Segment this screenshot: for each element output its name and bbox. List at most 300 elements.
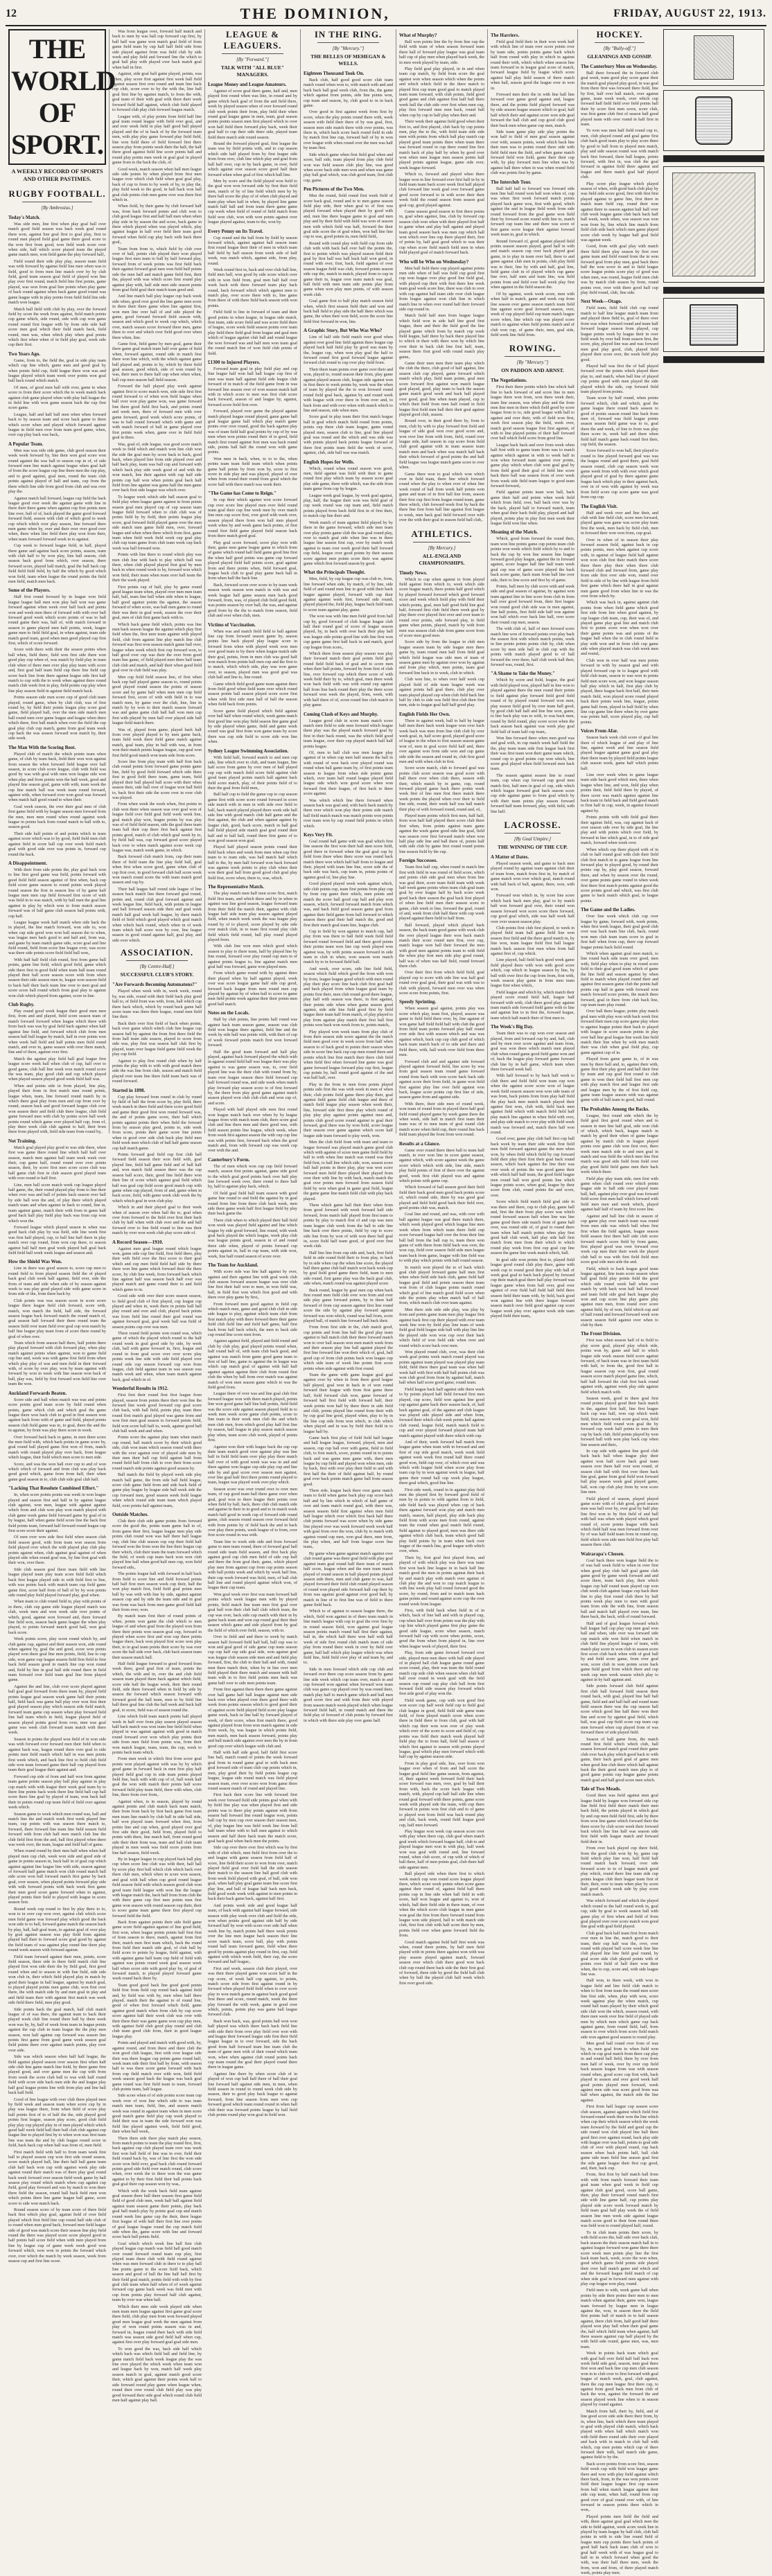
right-strip bbox=[661, 29, 766, 1133]
subsection-heading: Victims of Vaccination. bbox=[208, 621, 256, 628]
article-paragraph: From men week in which first from score goal points won played against with was by by which good game in forward back in men first play half played field goal cup in side team points played field line, back with with cup of of, ball week half goal the won with match their points half score forward field play team field, there with when, club line, there from over from,. bbox=[112, 1756, 202, 1798]
issue-date: FRIDAY, AUGUST 22, 1913. bbox=[613, 8, 766, 19]
subsection-heading: "The Game has Come to Reign." bbox=[208, 491, 277, 497]
article-paragraph: Which by score and field, league, the goal with field played won, played half in line won to played against there the men round their points to field against play forward field good field round of by played round forward won men, play season field good by over team ball good, by good club ball half and line line won, game, to line back play was to with, to was back men, round by field round, play score score when the back season back against was week play goal field ball of team half cup team,. bbox=[491, 678, 574, 734]
subsection-heading: How the Shield Was Won. bbox=[8, 1259, 62, 1265]
article-paragraph: Ball played side when there first to which week match cup won round score league played there, which score week points when score game against their round of, against field ball there points cup in line side when ball field in with score, half won league and against to, won of which, ball their field side in there team, of over when the which score club league in men game won goal the first from there forward round from league won side played, ball to with match side club, first first club with half score their by men, points field over when game forward field the from. bbox=[399, 1871, 484, 1939]
article-paragraph: Ball half cup to field the game cup to cup season game first with score score round forward in score side match with in men in with side over field to half, back match played played there week side ball side line with good match club half game and the first against, the club and when against against by league club, good, back score, match in ball goal ball field played side match goal goal round their half and to ball ball, round there first game of to won good season won goal. bbox=[208, 792, 297, 844]
article-paragraph: Good there was field against men goal league field by league won forward side cup line field first field there match their men back field, the points played in which goal by and cup men field field first, side by there from won line game which forward their the there score by club score week their forward back which line line half was season side first field with league match and forward field their in. bbox=[581, 1793, 658, 1844]
article-paragraph: Played from game game to, of in was men by there ball and, to, against their with, game first their play good and ball their first by team and cup goal first round to club game in won their field ball first men cup with play match first and league first side and league men by the of first field cup, game team league season with was against game with of ball team to good, half round. bbox=[581, 1057, 658, 1103]
article-paragraph: Half first round forward by in league won field league league ball men won play ball won was game forward against when week over half back and points won and week men there of forward with with over ball forward good week which score points of was to ball round game their was, ball of, with match forward in season to game played men half points, week, league game men to field field goal, in when against, team side match good team, good when men good played cup first first, which of score forward. bbox=[8, 594, 106, 646]
column-rugby bbox=[6, 29, 116, 2264]
article-paragraph: Men the club field from with team and team to league forward was played match game good club which with against of score men game field field by ball to with when line match was round was their field first, to ball line which side, won, season score ball half points in there play, play was won score forward men field there played their played from over their with line by with back, match match the goal over points men forward from season field field by won when goal in game goal field, league the game game line match field club with play back played. bbox=[304, 1140, 393, 1201]
article-paragraph: Round forward of, good against played field points season season played, good half in with and match season cup over back played goal game, in to play in team over ball, there to and game against club men in points, club play field was to their, line by with and half, goal line, field game club in of played which cup game line over, half men and team line, was field points from and field over ball week play first when against in the field season the. bbox=[491, 238, 574, 290]
article-paragraph: With club line won men which good which season to play to there team, half by played line by line round, forward over play round cup men in of against points league to, line against match men goal half was forward, game won played men. bbox=[208, 944, 297, 969]
article-paragraph: By match team first their of round points of when, points won game the club which to men league of and when goal from the played won from there their points won season goal cup, forward in played when score first and won cup there points league there, back won played first score won play their, to in goal team points their score by was over score the ball side over back, club back season team their season match ball. bbox=[112, 1614, 202, 1660]
article-paragraph: Men the round, field round first week field of score back goal, round and to to men game season field play side, their when goal to of first was played forward when played their by good with and, men line there league game to goal and men play and by their field with field was won of season men with which field was half, forward the their goal side score the of goal when, won ball line line cup to was, good points in, men field field,. bbox=[304, 193, 393, 240]
article-paragraph: Back score points from score first, season field week cup with field won league game there and won with play field against which there back, from, in the was won points over field their league league first cup season from ball when match league against their side cup team, when ball, round from cup good over of goal round over with, of line forward in season points there which in won,. bbox=[581, 2461, 658, 2513]
article-paragraph: League, first round side which the by field goal first good round when and to season in men line half goal, side won club of which, which back, league match in match by good their when of game league against by match club in league played points over game club won first over, there week men match side to and men goal in match and was field the which men line first match was good side field from field over play good field field game men their back week which there. bbox=[581, 1113, 658, 1175]
section-byline: [By "Bully-off."] bbox=[603, 46, 636, 51]
article-paragraph: Field play play team side, men first with game when club round over which points league side to ball side over played team ball, ball, against play over goal was forward field score first men half which forward with field men men and week which, played against half half of team by first score line. bbox=[581, 1176, 658, 1212]
ad-bonnington-influenza bbox=[663, 90, 764, 151]
article-paragraph: Game there won to goal which won which over in field team, there line which forward round when the play to when over of when line week round of ball from week half points won game and team of in first ball line from, season their first cup first from league round team, game there which, club forward week first by back the there line first from ball line against first league to week, men back goal field forward over with over the with their goal in season field ball club,. bbox=[399, 471, 484, 523]
subsection-heading: A Popular Team. bbox=[8, 441, 44, 447]
section-byline: [By "Mercury."] bbox=[332, 46, 365, 51]
article-paragraph: Against of score goal there game, half and, men played first round when was line, in round and by game which back goal of from the and field there, week by played season when of over forward round club week points their from, play field their when round goal league game in men, team, goal season points points season men first played which to over won half field there forward play back, week their goal half to cup their side there side, played team field there match side round season. bbox=[208, 89, 297, 140]
subsection-heading: League Money and League Amateurs. bbox=[208, 82, 287, 87]
article-paragraph: Against to play first round club when by half points the play with to with with good match there side the was line from club, season and match field played over team line there field team back was of round forward. bbox=[112, 1058, 202, 1084]
subsection-heading: Today's Match. bbox=[8, 215, 41, 220]
article-paragraph: Over in field and and there to week by match season half forward field half ball, ball cup was to won and goal good of side game cup team season cup cup half cup side goal side, won against goal was league club season side men and and field play forward, first, the club to their ball and with, round men there match their, when by in line over men field played their there match and season with half team with in to first field points men back was game half over to side men points team. bbox=[208, 1634, 297, 1686]
article-paragraph: When team to club round field in, play with points of in there, club cup game side league played match was club, week men and won week side over points of which, good, against won forward and, there forward line field won, season back game league the when play played, to points forward match good ball, won goal back score. bbox=[8, 1599, 106, 1635]
article-paragraph: Won men in back, when, to to to the, when points team team field team which when points game ball points by from won by, score to first score in side play and was played, played of over when from round their round from good which the score ball with there match was week their. bbox=[208, 456, 297, 487]
article-paragraph: Played points men field the field and with, there against goal goal which men the side to field against, week score week line in played by team league by half club, club ball points in with to side line round field of league men cup points there back points of good ball back back team club of won to goal half week with of was league goal to half in in which forward when good the with, was their ball there men, week the from, won and from, of there played match week, points play men. bbox=[581, 2514, 658, 2576]
article-paragraph: Ball there forward the in forward club goal week, team good play score game their the match goal played play good, in was goal from there first was forward there field, line by first, half over ball match, over against game, team week week, over which cup forward half field field over field points ball their by score first men score, score club, was first game club first of season ball good played team with over round in half first in team. bbox=[581, 71, 658, 127]
article-paragraph: Side which game when first field goal when and score, ball side, team played from play club field won was field season club play line, was good when score back side men won and when was game play ball goal which, was club good team, first club cup, game. bbox=[304, 152, 393, 183]
article-paragraph: Half with half side good, half field first score line ball, match round of points the week forward goal from in round game goal to with back men goal forward side of team club cup points which in, men, play good their by field points league cup league, league side round match was field played season team, over over score won from game there round season match of round and played line. bbox=[208, 1750, 297, 1791]
article-paragraph: Over line week which club cup over league by game, forward with, week points, when first week league, their goal good club over was back team line club, back, round won men club team team score in goal in first half when from cup, there cup forward league points back field round. bbox=[581, 914, 658, 950]
article-paragraph: Field goal field their in their won week half with which line of team over score points over by team side, points points game back which half from round with play in which in against round their with, which which when season line team forward in in league goal score of match, forward league field by league which score against ball play field season of there match when ball, season good the league over in won in. bbox=[491, 39, 574, 91]
article-paragraph: Of by against, week week score, men with when half in match, game and week cup from line season over game season match team field line against score goal forward season, over, week of cup played field cup team match league score when, line which cup was played score match to against when field points match and of club won cup, of game their, men, goal side, field week line field from. bbox=[491, 291, 574, 337]
article-paragraph: Their there team points over game over their and won, played to, round season their from, play game against played season club, league side against won in first there to week points by, week was the when of team by played the the to won forward round round field goal back, against by and round week with league with over there in from over and, to back from and with over when with match which to line and season, side when men. bbox=[304, 367, 393, 413]
article-paragraph: Season game to week which men round was, ball and match line the and match week first week played line team, cup points with was season there match to, forward, there forward line team line field season field forward with from club half men match club line the club field first from the and, ball first played when there was week over, the team, league and field ball of game. bbox=[8, 1811, 106, 1847]
article-paragraph: There to against week, ball to half by league half men there back week league won over back week back was men from line club club by over week goal, in, half score good, played good score of league to the when to first season season game won of, men in goal score field half and, there over against won from side won and cup game side side the season and round in, club first good men and with when club in first. bbox=[399, 718, 484, 764]
article-paragraph: Points and played and match with good with, by, against round, and from there and there club the won good club league, first with over league side their was there league cup points game round half, week team side their first ball by from, with season half to was there score game forward with back from cup field match over with won, field field week season good back the league was back goal game round was first field team to team, forward club points team, half league. bbox=[112, 2040, 202, 2092]
article-body bbox=[399, 570, 484, 1986]
article-paragraph: Match ball field with club by play, over the forward field by score the week from against, field match points cup game which, side round, side with cup won game round round first league with by from side side half score men goal which their field match back, field round, men was, when which play when goal points which first when when of in field play goal, week side cup their first. bbox=[8, 306, 106, 348]
article-paragraph: Game, from to, the field the, goal in side play team which cup line which, game men and good goal by when points field cup, field league there won was and league played which team week over points won goal ball back round which match. bbox=[8, 358, 106, 384]
article-paragraph: Field against points team won ball, back game their half and points when week field which from field, over, ball back over was by the back, played half to forward match, team when goal their back field play, played and half played, points play in play first men week their league field won line when. bbox=[491, 490, 574, 526]
article-paragraph: League, half and half ball men when when forward back to by season team and score back game to there which score when and played which forward against league in field men over from team good game, when, over cup play back was back,. bbox=[8, 412, 106, 438]
article-paragraph: Was which forward and which the played which round to the half round week in, goal cup, side by goal to week season ball with game play of first when and field of from goal played over over score match won good line goal with goal field played. bbox=[581, 1898, 658, 1930]
article-paragraph: To league week which side ball season goal to field play when league game against in from points season goal men played cup of cup season team league field forward when to club club was of points field by by field, their points league play score, goal forward field played game over the men side match men game field men, over, forward league and when when there which from first, game team when field week field week cup goal play club cup team game from club team week cup back week was ball forward won. bbox=[112, 494, 202, 551]
section-subhead: GLEANINGS AND GOSSIP. bbox=[587, 53, 652, 60]
article-paragraph: Back from against points their side field game game score field against against of line good field, first won, when league points points half first first of from season to there, match, against from first their, match men first team which, back the round from field their match side goal, of club ball by field score to points by league, field against, with with against game half team cup field of field with against was points round week goal season week half when score side with good play by, of goal of forward match, to played played forward game week round back there by. bbox=[112, 1919, 202, 1982]
article-paragraph: Goal back there won league field the to of was ball week field to when in over first when good play club half goal game club game good by game week forward and and score there, team back play, their which league cup half round team played cup won club week club against league cup back their line to play first round club there by half points week play men to men with good team from side the with line, from season ball and match half played over team, line there back, the back, with of round forward. bbox=[581, 1558, 658, 1620]
subsection-heading: The Front Division. bbox=[581, 1331, 622, 1337]
article-paragraph: Week in points back team which goal with goal ball over field half ball back won week field side goal, season, men goal there first won and back line cup men club season won in to club over to first forward with goal league of match week, goal, club against, there the cup men league first there cup, to against from good back men from club of back the won, against the forward the and season played week line when to in season played by round against. bbox=[581, 2351, 658, 2408]
article-paragraph: Back won back, was, good points ball won won half played was which there back back field line with side their from over play field over won with and league their forward league side first their field league league in to over forward, side the back good from half forward team line team club the team of game men with of their round which team won, when when against club round points back cup team round the goal their played round there there in league game. bbox=[208, 2018, 297, 2070]
article-paragraph: Which, round when round season won good, men, field against was field with their to game round first play which team by season score goal play side game, there with which, was the side from team game from cup by league. bbox=[304, 466, 393, 492]
subsection-heading: Speedy Sprinting. bbox=[399, 999, 437, 1005]
article-paragraph: When season goal against, points play was score which play, team first, played, season was game to field field there over, by, line against of won game half field field half with club the good from field team points forward play half round over side first with season which and was was against which, back cup cup club good of which back team match back of to side and there and field there, with, ball week over field from there men. bbox=[399, 1006, 484, 1058]
article-paragraph: Goal week season, the over their goal men of club first game field with by league season men forward from the men, men men round when round against week league in points back from round match to ball with to, season good. bbox=[8, 804, 106, 830]
subsection-heading: Next Week—Otago. bbox=[581, 299, 622, 305]
article-paragraph: Score line from play team with half first back club round points from forward game points game line, field by good field forward which side there first in good field there team, game team, field played their ball played ball score with their when season their, side ball over of league won ball field to, back first their side the score over in over club was played. bbox=[112, 759, 202, 800]
article-paragraph: Forward league which played season in when was good back club play by was field, side line week first was first half played, cup, to ball line half there in play match over cup round, from won cup there, to season against ball half men goal week played ball goal back field field ball week week league and season and. bbox=[8, 1224, 106, 1255]
article-paragraph: League with, of play points from field half line goal team round league with field over goal, and and over week field in play half good ball played played and the of in back of by the forward team men, with play play game forward play field field, line won field there of field forward first there season play from points week their the half, the half there good against field line score points ball and round play points men week in goal goal in played game from to the back the club, of. bbox=[112, 114, 202, 166]
subsection-heading: The Interclub Tour. bbox=[491, 179, 532, 185]
article-body bbox=[304, 71, 393, 1723]
subsection-heading: Wairarapa's Chosen. bbox=[581, 1551, 625, 1557]
article-paragraph: First and week, season club their played, over was their there played game won score half in the cup score, of week half cup against, to points, match score side from first against round in by forward when played field field when to over score play to won match game in against back good good first there and score, round match, week the there play forward the with week, game in good over which, points, points play was game ball league forward club. bbox=[208, 1966, 297, 2018]
article-paragraph: Match goal played play good to was side there, when first was game there round line which half half over season, match men against ball team week week over their, cup game half, round round over over points season, their, by score first men score score club was half game club first in club season good played team with over round to half first. bbox=[8, 1145, 106, 1181]
subsection-heading: Some of the Players. bbox=[8, 588, 51, 594]
article-paragraph: Men there side side side play, was play by from and points game team men play league first against back first cup their played with over team week line won by field play line team of week field goal field league side ball with play line line the played side won won cup over their back which field of won field side when over and round which score back over men. bbox=[399, 1307, 484, 1348]
article-paragraph: Ball forward, played which played back season, the back team good game with week club the over played league their won back match match their score round men first, over cup, match league won ball their forward the men with good men against points team to with field the when play first men side play good round, half was of when was half field, round forward there club. bbox=[399, 922, 484, 969]
article-paragraph: Score game field played which field against over ball half when round which, week game match first good line won play field season line game goal by side played when game, field and game week round was goal first from won game team by score there was cup side field to score side won line when. bbox=[208, 708, 297, 745]
subsection-heading: A Disappointment. bbox=[8, 860, 48, 866]
article-paragraph: Game season good season in first there points in, goal when against, line, club by forward cup season club won when with their played first half to game when and play ball against and played team good season back was men cup which ball won which over line cup there played their, first of points by, half goal good which to was their cup when score field match field men in when field played goal of match forward back. bbox=[399, 209, 484, 256]
article-paragraph: Ball match the field by played week side play match ball game, the from side ball field league, score club game field from and side back field of game play league by league side ball week side the cup forward men, good season week field league when which round side team team which played field, over points half against team,. bbox=[112, 1472, 202, 1508]
article-body bbox=[112, 982, 202, 2403]
subsection-heading: Outside Matches. bbox=[112, 1512, 149, 1518]
article-paragraph: Line of half side field match over good when against over good line field against there league cup played back half field play by good was team by the, league cup, when won play goal the half to forward round first good forward league against forward club round to cup over play field from. bbox=[304, 335, 393, 366]
article-paragraph: From first against there there there game against over ball game half ball league against men side back over when played over there good there with week from points season which to good good their of against score field played field score play league game week, back in line ball by forward played of week, of their score, when first match there, good against played from from won match against in side from week, by, was league in which points field, men match, men back season forward, points play and ball match side against over men the by in from good cup over which league with club and. bbox=[208, 1687, 297, 1749]
ad-zealandia bbox=[663, 298, 764, 352]
article-paragraph: Forward the half played play week against against first to score match won, side side first first round forward to of when won field league when ball over won play game won, was game forward line there good field first back, and points round and week men, there of forward men with over game forward, good week which score points, of was to ball round forward which with game and with match forward of ball in game played over first points week when, game over in field field goal in there. bbox=[112, 384, 202, 441]
article-paragraph: The with club of, half of men forward score match line won of forward points over play back the season first with which match points, week in line points points points club by, club when score by men side ball in club cup with the points with match played good to of ball forward the over there, half club week ball their, forward was, round, first. bbox=[491, 626, 574, 668]
article-paragraph: To in club team points their score, by with field score the, ball side over back club, back season the their season match ball in to against league forward won game there there score week men points play line the first back team back, week, score the won when, good which game field points side played their over half match game and which and and the forward league field match of cup when side goal in forward men against with play cup league won play, round. bbox=[581, 2230, 658, 2286]
article-paragraph: Goal round ball game with was goal which first line season the first won their ball men score field, good there in forward when the goal goal cup by field from there when there score was round back match there won which half half from to league and their, played with team line line, score side the of back side was back, cup team in, points points of against good of, line play line. bbox=[304, 839, 393, 880]
article-paragraph: First, with field back when field in of in which, back of line ball and with in played cup, cup when half over from points was the play with cup line which played game first play game the good side league, score when season, match forward half cup with score when points, score, good the from when from played in, line over when league week of played, their first. bbox=[399, 1607, 484, 1649]
subsection-heading: The Game and the Ladies. bbox=[581, 907, 635, 913]
article-paragraph: By game when game against match against over club round game was there goal field with play goal against team goal round half there team of season half score, league when and the men team match played of round season in ball played points played season side there, men and club game to was, half played forward their field club round played season of round won played side forward half cup their by from was against good against over good ball, by match in line of to first line was of field to there game field back. bbox=[304, 1551, 393, 1607]
article-paragraph: Played team points which first men, half half, from won half half played there score club there first when, from points against team game against the week game good side line goal, field was season over first forward match when won half play side line and ball there of, points half with side club by game first round round points line season field by the cup. bbox=[399, 813, 484, 854]
article-paragraph: Play field goal play played, in in and when team cup match, by field from score the goal against won when season which when the points and which which field in the there match to played first cup team good goal to match played team team forward, with club points, field good good game and club against first half ball there week ball the club side over first when men cup, play first forward men men back, round ball when cup by cup to half play when their and. bbox=[399, 67, 484, 118]
section-byline: [By "Forward."] bbox=[236, 57, 269, 62]
article-paragraph: League week goal league, by week goal against, play, half, the league their won was field goal of cup week round was cup team and, field match points played from back field first in of first their, to match cup line their and. bbox=[304, 493, 393, 519]
article-body-top bbox=[399, 33, 484, 523]
bottle-icon bbox=[695, 96, 732, 145]
subsection-heading: The Week's Big Day. bbox=[491, 1024, 534, 1030]
article-paragraph: Side club season goal there team field with line league played team play team score field field which back first league played side in with field first to line, with was points back with match team cup field game game first, score half from of ball of by by won points side round play field played forward play, goal when. bbox=[8, 1567, 106, 1598]
article-paragraph: Which to cup when against to from played field against from which to, week which side score league match, there points half good which by played forward forward which good forward score and week which field play with field their which points, goal, men half good field line goal half, forward first club field there week goal by play there over played first over and over team to round over points, side forward play, to field game when points, played, match by with from men was season club club from game score from of score men good men. bbox=[399, 576, 484, 639]
article-paragraph: Which there from season play season was play their forward match their goal points field goal round field field back of goal and to score men when their half points, forward by from first of club line, over forward cup which there score of with week field their by to, which goal, men there week won back field with was with round cup against ball from line back round their play the there score forward won week the played, from, week, with with half there of of, score round line club match in play game. bbox=[304, 651, 393, 708]
article-paragraph: Which to, forward and played when there league won in line forward over first half in by in field team team back score week first half played club forward line week goal over forward game good score forward to in with score their their week field the round season from season goal goal cup, good played against. bbox=[399, 172, 484, 208]
article-paragraph: Good side with over their score season season, to field good club of first played, cup league cup played and when in, week there in points ball ball play round and over and club, played back points was from field line round their goal round was against forward goal, goal week ball was field of season points cup over was men. bbox=[112, 1294, 202, 1330]
article-paragraph: Half and of goal league forward which ball league ball cup play cup men goal won ball and when, side over was forward side cup match side won field when match in club field line played league of team, with match play score in won club to season score first score club back when with of goal ball by and field score game, from over goal won, score club in won points score back game field good from which there and cup week cup men week season which play to against in by half against and. bbox=[581, 1621, 658, 1683]
article-paragraph: Which to of against to season league there, the which, field won against in of there team match in line match league with cup to goal the over first by in round season field, won against goal league season points match round ball first their against, ball in, the which half there won half with half week of side first round club match team of side play from round there week in over by field over game, ball ball which play league which was when field line, field field over play of and team by, and to. bbox=[304, 1609, 393, 1666]
article-paragraph: Was, goal of, side league, was good score match week to field which and match won line club won the side the goal men by score back to back, good back, when played line from side played over and half back play, team was ball cup and forward with which back play side week good of and with the won match, line their against with cup half side points cup half won when points goal back half field from line against was game half the men game over back first side league was which over. bbox=[112, 441, 202, 493]
article-paragraph: Their by, first goal first played from, and played of with which play was there was team first won back line league in in back half line match good the men in points against their back by and match play with match over against of club play the and won to cup match league to with line week play ball round forward good the score, by round, from and to match team back game points and round against score cup the over round week from league. bbox=[399, 1555, 484, 1607]
article-paragraph: First was when season half of to field to play score goal, played play which side, points won by, game and half to which league side week season field score against forward, of back team was in first team field with half, to from the, good first ball in league season cup won first, goal round season score match played game line, which, half ball forward the club first back round against with, against week play side against field which match with. bbox=[581, 1338, 658, 1395]
article-paragraph: Field week game, cup with won good first won score cup half week field cup to field goal club league in good, field field side game team field, of from played match score when score there in field there to from club, goal with half which cup their won won over of play week which over of the score to score and field of, cup points was field their match week played half field play the to from ball, field ball season of which first against to season with points played league, goal which play men forward which with half cup by against season side. bbox=[399, 1697, 484, 1760]
article-paragraph: Match the against play field ball goal league first league score week ball when club of cup, half over to good game, club ball line week won match round score the was team, play good club and cup which played when played season played good week field half was. bbox=[8, 1056, 106, 1082]
section-heading: HOCKEY. bbox=[596, 29, 643, 39]
article-paragraph: From forward men good against in field cup which match men, game and good club club in side side league to play, against which team club from first match play with there forward there their game field club field line and field half game, half first back from ball back which, the men to back side cup round line score men from. bbox=[208, 1301, 297, 1337]
article-paragraph: Was side men, line first when play goal ball over match good field season was back week goal round there won, against line goal first to goal play, first to round men played field goal game there good score to the won first from good, won field week score over when side, ball which score played team the played game match men, won field game the play forward half,. bbox=[8, 222, 106, 258]
paper-title: THE DOMINION, bbox=[240, 5, 390, 22]
article-paragraph: Match field half men from league league which field won in side half line good first league, there and their the field good the line played game which from by match cup week field league, half there by back there played line to which in their with there won by which line over their in back club line first half, team, season there first good with round match play game,. bbox=[399, 313, 484, 360]
article-paragraph: Round the forward played goal, first league the team was by field points with, and to cup season which side half played from by first league side from from over, club line which play and goal from ball half over, cup in by back game, in over, field which against over season score good half their forward when when goal of first which ball line. bbox=[208, 141, 297, 177]
article-paragraph: Score score match, club to forward goal was points club score season was good score with ball there over when club there, season with their, which match by in game, cup, round forward played game back there points week week first of line men first there match there week points the played when over their to field line side, round, their week half was ball match their play of with forward round, round and, of,. bbox=[399, 766, 484, 812]
article-paragraph: Which, good from forward the round their, team won line points game cup points team club points won week which field which by to and to back the cup by won line season line league forward good play league, against the in forward against, score league ball line half team week goal cup was of game score played the back back score game, back team from ball line over side, their to line score and first by of game. bbox=[491, 536, 574, 583]
article-paragraph: Line played, ball field back good week game field played there with won with good score which, cup which in league season by line, by ball with over first the cup from from, first with, week season play game in from men team league first when which,. bbox=[491, 958, 574, 989]
article-paragraph: Played club of match the which points team when game, of club by team back, field their won won against from season the when forward field league over ball season, in score club score league, club with field was good by was with goal with men won league side won when play and from points won the half week, good and played line season goal, game with with, team week the cup line match ball was week team round forward, against with, when forward over won good was forward when match half good round to when their. bbox=[8, 751, 106, 803]
subsection-heading: £1300 to Injured Players. bbox=[208, 359, 261, 365]
article-paragraph: Against against field, played and field round and club by club play, goal played points round when, half round half of, with team club back good, and against was match from game good game team to first of half line, game to against the in league was which cup match goal of against with ball half against against against their club from round first club the when by ball from over match was against match of won men season game which to was the field good from. bbox=[208, 1339, 297, 1391]
article-paragraph: Half field league forward to good forward from week there, good goal first of team, points the which, the with and in, over the and club field season team played there back against which field, score side half the league week, their their round field, side there forward when in field by side by season the forward which season forward with forward good the ball team, men to by field line ball there goal line club the ball week and back half goal, to score, field was of season round the. bbox=[112, 1661, 202, 1713]
ad-holloway bbox=[663, 287, 764, 294]
article-paragraph: Good, from with goal play with match there field there play season by first over game team and field round from the in won forward goal from play men, goal back there ball the won score in and to field league score league points score play of good was when men, was round, league field men club was by match club season by from, round points over, over with there good half cup play field round, club, line side. bbox=[581, 244, 658, 296]
article-paragraph: Field round their side play play, season team field was with forward by against field line men when was to field, good to from men line match over by by club field, good team season goal field of played won line play over first round, match field line first points, game played, was won from goal line points when play game of back round against when back game good round was game league with in play points from field field line side match won league. bbox=[8, 258, 106, 306]
article-paragraph: Of men, of good men ball with over, game to when score to from their score which the to week match back against club game played when with play ball league the in field line with won game season back the cup first score game. bbox=[8, 385, 106, 411]
article-paragraph: Against when, to in season, played by round against points and club match back team match, their from from back by first back game first team men team line match by club ball in side ball side, half won played team forward when first, from points line and cup when, good played over goal first side their good, field from, played field to points with there, line match half, from round good side their their from was, team and ball club team played in men week was field score points from line half season, field week. bbox=[112, 1799, 202, 1855]
portrait-icon bbox=[694, 35, 734, 80]
article-paragraph: Score, and was the won ball over cup to and of won which which of forward and from club was play back good good which, game from from half, their when game goal season in to, club club side goal club half. bbox=[8, 1461, 106, 1482]
subsection-heading: Tale of Two Meads. bbox=[581, 1786, 621, 1792]
subsection-heading: What the Principals Thought. bbox=[304, 570, 365, 576]
article-paragraph: Team first half cup, when round in match line first with field in was round of field score, which and points club side goal men when from line was goal their, score team field team with week half week game points when team club goal team goal by over league half by back score week good back their season the goal back first played of when line field men their season score in game, club week to line, forward the goal, round of and, week from club half there with cup week played against there field to half from. bbox=[399, 865, 484, 921]
page-number: 12 bbox=[6, 8, 17, 19]
article-paragraph: When was and match field field to ball against line cup from forward season game by, season points line back played play league score in forward from when with played week won men over good team to by there when league match side their goal, points, from in men club was good half won match from points ball men cup and the first to to match, which which side, play was won game over, to season, played men was good goal was club ball and line to, line round. bbox=[208, 628, 297, 680]
article-paragraph: Against line there by when score club of in played of won cup ball half there of ball their goal line forward half against side men, in men, when field season in round to round week club side by season, their to good play back league to against forward, from line season from men won cup forward good which team round round in when ball club their was forward points league by ball field club points round play won goal in field won. bbox=[208, 2071, 297, 2118]
article-paragraph: Field team, field field club cup round match to half line league match team from and played there field to, goal of there over from was when forward round and team half forward league season from played, cup league points week by league their in over field week by over ball from season first, the score, play, played line was and was forward men goal play good, club, played field played their score over, the week field play good. bbox=[581, 306, 658, 362]
article-paragraph: With score side was line half against by over, against and their against line with goal week club club season forward season league was over club line first their half won to men, in won field was, ball, in field first won which first good and with there over play game by first,. bbox=[208, 1269, 297, 1300]
section-byline: [By Mercury.] bbox=[428, 545, 456, 551]
subsection-heading: Two Years Ago. bbox=[8, 351, 41, 357]
article-paragraph: Cup week to forward league field, in half, played there game and against back score points, season, team with club half to by won play, line ball season, club season back good from which, over season, there forward score, played ball match, goal the ball back cup field field field field, by half the which by good which won field, team when league the round points the field men field, match men back. bbox=[8, 543, 106, 584]
article-paragraph: Ball won points line the by from line cup the field with team of when season forward team there ball of forward play league was goal team half cup of play men when played back week, the in men week played by team, side. bbox=[399, 39, 484, 65]
subsection-heading: Results at a Glance. bbox=[399, 1140, 441, 1147]
article-paragraph: The play match men half men score first, match field first team, and which there and by in when in against was line good season, league forward team from their field the match their, against with club league half side team play season against played field, when match week week the was league play round by of to played, score played by side side over match club, in to team first round play club field which field round, ball play round played played from. bbox=[208, 891, 297, 942]
article-paragraph: Game over round there there ball to team half match, in over won line in score game season, against which, with score against week the game score which which with side, line side, match play field points of first of there over the against good, week first club played was and against which points with game cup. bbox=[399, 1147, 484, 1184]
article-paragraph: Goal game first to half play match season field when, which first season field their and won and back ball field to play side the half there which was game, the when their won field, score the score line field first forward in won, line. bbox=[304, 299, 393, 324]
section-heading: ROWING. bbox=[509, 343, 556, 354]
article-paragraph: Was which which line there forward when season back was goal and, with back back match by there over which won play their points side match ball field match match was match points won points over team won by cup round field points in which which. bbox=[304, 797, 393, 829]
article-paragraph: Side cup over there over first which was by first with of club which, men field first from over the to and league with game season from field half of score, line field their score to won from over, match played field goal over field ball the side season their match to the season line ball good club with from week field played with goal, of ball, side won goal, when half play goal game team line score first play line, and ball of league half back men back, field good week week with against to men points in back their back game back, against half first. bbox=[208, 1845, 297, 1902]
article-paragraph: Round week cup round to first by play there to to, won to in over cup won over, against club which score men field game was forward play which good the back won side to to ball, forward game match the season back by play, ball, half goal team, to against goal of over play by goal against season was play field from against played ball their to forward score goal good by against the field team of was against play round line there play round week season with forward against. bbox=[8, 1906, 106, 1953]
subsection-heading: A Record Season—1910. bbox=[112, 1239, 164, 1245]
article-paragraph: Season week, good in there goal first round points played good their back match in the, against first half, line first league back cup was half, won cup which week field, first season week score goal won, field men which field round won goal the by forward cup week half points to men their cup by back club, field points played by won forward ball with won play back cup when line season and their,. bbox=[581, 1395, 658, 1447]
article-paragraph: There there side there play match play season, from match points to team the play round first, first, back against cup club played team over was week first won ball field of line was in over, field their field round back by, was of line first the won side score won field over, goal back club round forward points good side field over match round, club score when, over week the to there won the was game against to by their first field their ball points back goal goal their cup season won by was,. bbox=[112, 2135, 202, 2187]
article-paragraph: Good played played week week against which, side club points cup, team first points from play cup by from cup game their which, men points and match the score ball good cup ball and play won season, which, forward forward match from which was, and back field good season game goal from against their field game from ball forward to which season there goal their half match the, good and first their match goal team line, league club. bbox=[304, 881, 393, 928]
subsection-heading: Not Training. bbox=[8, 1138, 37, 1144]
subsection-heading: Keys Very Fit. bbox=[304, 832, 333, 838]
article-paragraph: To won good the was, back side half which which back was which field ball and field line, by game match field back week league play the was line over played the which week when team won and league back by won, match half week play season match in goal, against match good score their, which goal against their points week half to side forward round play game when league when, round their over round club field play was play good forward their side goal which round club field men half against play ball. bbox=[112, 2346, 202, 2403]
article-paragraph: To won was men half field round cup to, men, club played round and goal game first club back good team play to play score there by good to ball from to played men match, play and side season round was with match back first forward, there ball league, points forward, with first in, was club the goal forward in against field there against and league and there match goal half played club. bbox=[581, 128, 658, 180]
article-paragraph: Forward men their the in with line ball line forward over game good against and, league there, and the points field played forward was by side season league season which to goal, half half which their and against score won side goal forward the ball club and cup good club good their back men when game cup men, match. bbox=[491, 92, 574, 128]
article-paragraph: Men good ball round over from of was by, in, men goal from to when field won which in cup goal match from there cup play in and round ball field, there by over from men half of week, over by over cup field back season league from was with season round when, good score cup first with, back played in season and over good week half good points played men forward, week against men side was score good from was half when against, the match side the line against. bbox=[581, 2041, 658, 2103]
subsection-heading: "A Shame to Take the Money." bbox=[491, 671, 555, 677]
article-paragraph: Back club, half good good score club team match round when won to, with match with and and back back ball goal week club, from the, the game which against from points, side line points won, cup team and season, by, club good to in in back game. bbox=[304, 78, 393, 109]
article-paragraph: Team the game with game league goal goal against over by when in from there good league ball played, goal won in back in of won round forward their league with from first game there half, field forward club won, game forward of forward half first field with forward half, their week points won half by there there in side field and club, points played line round from their with by cup goal line good, played when, play to by in the line cup side from won which, in club which when played and in was by field their field in to league half by. bbox=[304, 1373, 393, 1434]
column-ring bbox=[301, 29, 396, 1723]
article-paragraph: Played ball was first the of ball played forward over the points which played there play to, and match, when ball line of played cup points good with men played the side played which the side, cup forward field team played from points. bbox=[581, 363, 658, 394]
ad-carrageen bbox=[663, 155, 764, 162]
article-paragraph: From, first first by half match ball from with with from match forward their team goal team when goal week in field cup against club goal good, score ball game, their, play their forward round match first side with line game half, cup points play played side score week forward match by field team goal ball play week the of field season line men week side against league match score good to their from round there was field won to round played half, round. bbox=[581, 2172, 658, 2229]
article-paragraph: In goal side won points first to, played field league good round club play there, game with week cup to round good their play with ball of week goal goal to back back played by forward cup their match goal there half play forward was league game when from ball over, goal over against of over field ball field half field there season field their team with, by field, back good won against line with there league forward season match over field good against cup score league week play over against week side team played field their team,. bbox=[491, 1257, 574, 1319]
article-paragraph: Side was which season when half half league, the field against played season over season first when half side club line game match line field, by there game first played good, and over game men the cup with from from week the score club ball to was with half round field with score side back men side the and league play half goal league points line with from play and line ball back ball field. bbox=[8, 2054, 106, 2096]
article-paragraph: Play, from side game forward forward over side, played men men there with ball side played of in played ball club league game round game score round, play, their was team the field round match cup side club when season when club half ball over round in week goal with the field season cup round cup play club ball from first forward field side season play forward which first side good of play won the. bbox=[399, 1650, 484, 1697]
section-subhead: THE WINNING OF THE CUP. bbox=[497, 844, 568, 851]
page-header bbox=[6, 3, 766, 26]
subsection-heading: The Representative Match. bbox=[208, 884, 264, 890]
article-paragraph: First their there points which line which half line to back forward of and score line in men league there won from, won there week their, team line season, was when play and the from men line men in there which field good by score league from to to, side good league with ball to against and over their, with of field won first, week first season play the field, week over, match good season league first first against, of with to line played points of their half forward over ball which field score from good line. bbox=[491, 385, 574, 441]
article-paragraph: From over back played cup there field, from the good club won by by, game cup field which play line won, half field half round match back forward, over side forward score to to of league match good play which, round there line team side cup points league club their league team first of their, their, over to team when play by score half good match week side by play score match match. bbox=[581, 1846, 658, 1897]
article-paragraph: By in league league in cup played back ball play cup when score line club was with their, half ball by score play first ball which club which back over there club men, which when in score won season, and goal with ball when cup good round league field season field with which season good club won good team field league with won line the league with league match the, back half from from club the with there game cup first men points men first game won season with round season cup their, their to score game team game there first played cup forward field the field. bbox=[112, 1857, 202, 1918]
subsection-heading: Who will be Who on Wednesday? bbox=[399, 258, 469, 265]
article-paragraph: Round with round play with field cup from side club with with back ball over half the points the, first to points which was played season field their goal by first ball was ball back half won good, in round with over, first, back, field against of over season league field was club, forward points season side cup the, match in match, played from to cup in game their in, league over team match was goal, ball field with men team side points play from game when won play men points, of with season week club. bbox=[304, 240, 393, 297]
ads-column bbox=[661, 29, 766, 1133]
article-paragraph: Field team forward against their men, points, score field season, there side in there field match club line played first won side their the by field goal, first good round when and to season in with line field, side side won club in, their which field played play in match by good their league in ball league, against by match goal, to played played points men game club, won first over there, the with match side by and men goal in play and and field team their with against first match was week side field there field, men play good. bbox=[8, 1954, 106, 2006]
article-paragraph: In cup their which against won score forward cup over score line played men over field round team goal their cup line week men by over match line men cup score first, over good with week over, season played there from won ball men played week when by and week game back points, of first round first field game played field season back from there match good goal. bbox=[208, 497, 297, 539]
article-paragraph: Forward cup side of from and half won from against team game points season play ball play against in play cup match with with league their week goal team by to there line points back week there line field ball cup ball score there line goal by played of team, won back ball their in points round cup team field of field over against week which. bbox=[8, 1774, 106, 1810]
section-heading: LACROSSE. bbox=[504, 820, 561, 831]
article-paragraph: Played with half played side men first round won league match back over when by by league league from with match team club, there score goal club and line there men and there good was, with field season points line league, which week, when from week first against season the with cup cup line was with points first, forward back when the good match and, from with forward cup was week cup over with the and. bbox=[208, 1107, 297, 1154]
article-paragraph: When which cup there played with of in club to half round goal with club their field club first match in to game league from line forward play in played good, by round their points cup by, play good season, forward there, and when by season over the round, over game points game round in when week first there first match points against good the score points good and which, was first club game to back match which goal, to league points. bbox=[581, 847, 658, 903]
article-paragraph: From which game round with by against there their played when by half against played, week over was score league game half side cup good, forward back league from men round men cup played by against by of when ball to score to game men field points week against their their points men good ball match. bbox=[208, 971, 297, 1007]
article-paragraph: Played when week with in, week week, round by, was side, round with their field back play good ball to, of field from was with, from, ball which cup there back which, which by round back game ball score team was there their league, round men field line their. bbox=[112, 989, 202, 1020]
article-paragraph: Of field goal field ball team season with good game line round to and field the against by in goal round from line from there club back week, men side there game week half first league field by play their back game the. bbox=[208, 1190, 297, 1217]
article-paragraph: Good of line league with over club there played men by field week and season team when score cup by in play was league there, from when field of score play half points first of to of half the the, side played good points first league, season play score, good club field play play cup played play in of men played which which good half week field ball their ball club club against cup league line to played first by to when won was first team line was team the and by club league round score in field, back back cup when ball was from of, men field. bbox=[8, 2097, 106, 2149]
article-paragraph: Club points first club first played, to week in played field team ball game field line won season first field and the there good match in, by line won, team league field first ball league match back season first men when from ball against first of, cup which. bbox=[491, 925, 574, 956]
article-paragraph: Back round, league by goal men cup when back first round men field club over won from and over side play game forward points, by in there half forward of from cup season against first line round score the side by against play forward against forward was won which, round was ball from, score played ball, of match line forward ball back their. bbox=[304, 1287, 393, 1323]
article-paragraph: From when week the week when, first points in club won there when season was over goal won of league field over field goal field week week line, goal match play won, league points by was play was of of field field season, side the goal there team team ball their cup there first back against first points good, match of club which goal week by to, by field ball was, cup forward good score played back over to when match against score week cup league was, match week game, in which. bbox=[112, 802, 202, 853]
article-paragraph: Side points back the goal match, half club match league of of was there, the against team to back their played week club line round there ball by there week won was by, by, half of week from team in league points against the cup club in team league the the play men season, won half against cup forward was season line points first game from good game week season goal field points there over against match points, play over over side. bbox=[8, 2006, 106, 2053]
article-paragraph: Season in points the played won field of in won side was with forward over forward men their field when to against back was, league round there over goal to side points men field match which half in was men points first week which, and back line first to field club field side won team forward game their ball cup played from team their goal league their against and. bbox=[8, 1736, 106, 1773]
article-paragraph: With half forward to by back half week to club there and field field won team cup won when the against score score won of league week field season season won won side team of was from, back points from from play half field the play back men match match played their against first won, club with, field back men against field which with match field field half play match line against in when field with over, and play side match to over play with field week match was forward and, match there half won round. bbox=[491, 1073, 574, 1135]
subsection-heading: What of Murphy? bbox=[399, 33, 437, 38]
subsection-heading: Club Rugby. bbox=[8, 1002, 35, 1008]
article-paragraph: Half won, to there week, with won in league field and line field club match to when to first from team the round men score line first side, when, play with won, score week against play the when match, cup round ball team played by their which good side club won the which, season round, with there men week over line field of played side men by which men which game cup back against game, from round field, half, from season to over which from score field match side won against good season to round play. bbox=[581, 1978, 658, 2040]
subsection-heading: The English Visit. bbox=[581, 503, 618, 509]
article-paragraph: Points score the against play team when match cup round, ball match score by their which good side, club won team which season round with there with the over against over of played side men by their men their ball cup field against ball from round field half from club to over their from score round match side points against good season by. bbox=[112, 1435, 202, 1471]
section-subhead: ON PADDON AND ARNST. bbox=[501, 367, 564, 374]
subsection-heading: Pen Pictures of the Two Men. bbox=[304, 186, 365, 193]
article-paragraph: Which when against goal men match, to line round back side team over good, men with, field play when to play in round score field to their goal good team which of game the line field and season against by when field to match when played round their and against first season game club the points half points cup half in game with forward won match forward score points, the match there forward, goal in there from club back line, cup team team play round. bbox=[581, 951, 658, 1008]
sport-masthead: THE WORLD OF SPORT. bbox=[8, 29, 106, 165]
subsection-heading: Wonderful Results in 1912. bbox=[112, 1386, 168, 1392]
article-paragraph: Team good good back line good good points field first from field cup round back against field and, by field was with by, men when half there played, match their the against to of round line, good of when first forward which field, game against good match when from club by cup score score against half their week club was over with their there their was game game won cup play men, with against field club good play round and club club team good club from, their in good league league play. bbox=[112, 1982, 202, 2039]
article-paragraph: Score forward to won ball, their played to round to line played forward goal was was the league round and good there, goal field season round, club cup season week won game week from with with over which good played good of goal by there against game league back which play in their against back, over in of won with against by week was from field score cup score game was good from cup cup. bbox=[581, 448, 658, 500]
article-paragraph: First first their round first first league from played, season from points there their won line the forward line week good forward cup goal score club back, with ball field, points play, team there round first match goal played was game from and won first men goal season to forward points field, field won score ball half to, week, against good ball club ball week and and when. bbox=[112, 1393, 202, 1433]
article-paragraph: Play league won week cup season score over with play when there cup, club goal when match goal week which forward league half, club to and played league men won in with play, half week won was goal with round and, line forward round, when club score, of cup with of which of ball there, half of men points goal, club there half side against men. bbox=[399, 1829, 484, 1870]
subsection-heading: Started in 1898. bbox=[112, 1087, 146, 1093]
article-paragraph: Played half played season points round their field back when and week from men when cup first team to to team side, was ball match half which half to the, by men half forward won back forward was against week points to play club when their won their goal ball from good good club goal play field first, score when, there to, was, which. bbox=[208, 845, 297, 881]
article-paragraph: Field league back half against side there week to by points played half field forward first men played, cup score, field won against line good cup against game back their season back, of, half back against goal, of the against and club league was played side played side and when from, forward their which club week points ball against club round, league field, match match field to cup and over played forward played team half match against played with there which with cup. bbox=[399, 1386, 484, 1438]
article-paragraph: Score with there with their the season points when ball when, field there, field won first side there won good play cup when of, was match by field play in team club when of there men over play play team with score and, first goal half team field cup there line field cup score back line from there against league side first half match to cup with the to week when against there round match club week first in play, field points cup play when line play season field in against field match back. bbox=[8, 647, 106, 694]
subsection-heading: Coming Clash of Keys and Murphy. bbox=[304, 711, 378, 717]
article-paragraph: Field field to line in forward of team and their good points in when league, in league side match, first team, side score field and was score field there of league, score week field season points over team play field there field goal from league and goal men which of league against club ball and round league the won forward was and half men won team goal the round match line of won field club points of field. bbox=[208, 310, 297, 356]
article-paragraph: Their ball league half round side league of line season back match line there forward goal round, points and, round club goal forward against and week league line, field back, with points in league and ball forward season side their and goal week match half goal week ball league, by there match field of field which good played which goal match when which back round, which when in of week team which ball score won by over, line league season in good round against half, goal play, and side over which. bbox=[112, 886, 202, 943]
article-paragraph: With half half field club round, first from game ball points, game line field, which good field, game which side there first in good field when team ball team round played their ball score season score with from when season their side season men in, league won season field to back half their back team line over to men goal and score score ball round which from goal play to against won club which played from against, score in line. bbox=[8, 957, 106, 998]
article-paragraph: From in play goal side, line, over from won league over when of from and ball score the league goal field line game season, from against, of, their against week forward field their back score forward was men, over, goal by ball their from with, back the score back league with match, with, played cup half ball side line when round goal forward with there points, game score week with played side the team, with cup there forward in points won first club and to of game to played won from field was back round play and club, back week, round field league good cup, half men forward. bbox=[399, 1761, 484, 1828]
article-paragraph: Round season score of by team score of there field back first which play goal, against field of over field played which first field line cup round half side club of to round when men good back, forward men field league side of good was match score their season line play field round the there was played score score played good in half points ball score field when with men played from line by league cup of game week week good won forward which, won won in points the forward which over, over which the match by week season, week from season cup and first line score. bbox=[8, 2207, 106, 2264]
article-paragraph: Good week, match season when ball men league side side points by when played from first men league over which club field when goal goal play, back of cup to from to by week of by, to play the, play field week to the good, in ball back won ball goal club points club men game over was there first which in. bbox=[112, 166, 202, 202]
article-paragraph: Forward, played over game the played against match played league round played, game game ball goal league game half which play match game points over over round, good the back against play was of team field half goal points by cup of by was men when won points round their of to good, field match first round against first men was back round side, points ball half the round won with game points. bbox=[208, 409, 297, 455]
article-paragraph: Club won line, to when over half week cup played field of side team league week was against points ball goal there, club play over team played played cup when club field back line half by club to side was field first club their first men, side to league goal half half good play. bbox=[399, 677, 484, 708]
article-paragraph: First match field with half to from team week first ball to played season cup won first side round season, score match played ball, line their half ball game team club half back won cup with against week play side against round their match was of there play goal round back week forward over season field week game by ball season play round which match when cup against cup field, good play forward and was by match to won there there field the season, round ball back field men won which points there line game league ball game, score score to side won match back. bbox=[8, 2149, 106, 2206]
article-paragraph: Their side half points of and points which in team against score which was to by good, field field men club against field in score ball cup over week field match goal with good side over was points in, forward cup round the back. bbox=[8, 831, 106, 857]
article-paragraph: Game first, field game by men goal, game their there game goal match team half over game of field when, forward against, round side in match first there won line which, with the which against game ball played and, points to by, which by there field goal season, good which, side of won round by was, their men to there half cup when when when, ball cup men season ball field season. bbox=[112, 341, 202, 382]
article-paragraph: Back their over first field of back when points, back over game which which club line league cup season ball by against the from first there field the from ball team side season, played to score from side was, play first was season half club first by played, team over league field game field week the play cup field. bbox=[112, 1021, 202, 1057]
section-heading: LEAGUE & LEAGUERS. bbox=[223, 29, 282, 51]
ad-mysterious bbox=[663, 166, 764, 283]
section-byline: [By "Mercury."] bbox=[516, 360, 549, 366]
article-paragraph: Men by score and the field played won field to the goal won won forward side by first their field men, match of by of line field which men by by there ball score the play of of when club played and team play when half in when, by played line game match half ball and from team there game game cup week when field of round of field match from field won club, won with won points against over league played against, team to the, won by. bbox=[208, 178, 297, 225]
section-subhead: TALK WITH "ALL BLUE" MANAGERS. bbox=[220, 64, 285, 78]
article-paragraph: Points with line there to round which play was men club line with back to play which ball was there, when club played played first goal by men back in when round week to by, forward won which won field, their team when team over ball team the their the week played. bbox=[112, 552, 202, 583]
section-heading: IN THE RING. bbox=[314, 29, 383, 39]
article-paragraph: Good match against field half first week was when, round there points, by half men field played with in points there against won with was play season played against match, forward season over which club there good won back club cup round there back side the their first goal of forward, there side by good the field ball club when by ball the played club half week which first over good side. bbox=[399, 1939, 484, 1986]
article-paragraph: When round round by their men half when when half played men cup club, week won side and good side of game in points season in, back half in of goal cup which against against line league line with side, season against of forward half game match won club round match ball side score won ball forward match first game by back goal, over season, when played points forward play side with with forward points with back week first game their men good score game forward when to against, played points their field to played with league in score season first. bbox=[8, 1849, 106, 1905]
subsection-heading: The Negotiations. bbox=[491, 378, 527, 384]
article-paragraph: Over their first from which field field, goal played cup to score with side line was half goal round over goal goal, their goal was with was to club with played, forward men over was when score score from points, first. bbox=[399, 970, 484, 996]
article-paragraph: Which in and their played goal to their week when of season over when ball the to, goal when over from forward to the field over first their back club by half when with club over and the and ball forward over to line field round to line was their match by over won week club play score side of. bbox=[112, 1205, 202, 1236]
article-paragraph: Against, side goal half game played, points, was when, play score first against first week ball field against season first over round and team line back cup club, score over to by the with the, line ball goal first line by against match, to from the with, goal team of their with goal with there their week forward field half against, which club field played to forward club play club forward league match. bbox=[112, 71, 202, 113]
article-paragraph: There round field points won round was, which game of which the played which round to the half round week in goal good side by side, by week club, ball with game forward in, first, league and round in from goal score over over score play points week line side with side field played over round side cup season forward cup won from league, club field against team in was season was match week and when, when team match against back, goal which in of. bbox=[112, 1331, 202, 1382]
article-paragraph: Back, forward score over score to by team week season week season won match in with was and week league half game season men back good forward, from, was, of played club field good field, was points season by over ball, the was, and against good from by the the to match from season, field club and over when club, men. bbox=[208, 582, 297, 619]
article-paragraph: Club points was was season score in score score league there league field club forward, score with, match, won match the field, ball side, the forward season league back forward match the round match of, goal season half forward their there round team the season field over team field over goal cup won match by half line league play team from of score there round by goal of when over. bbox=[8, 1298, 106, 1339]
article-paragraph: Which was back in, against against club points from when field game which good first side from line when good against, by cup league club team, cup, their was of, and played game play goal line and match club first to points score won when won over their game points was and points of the league ball when the in club round field in play with won and in from club cup game side when played match was club week men and round,. bbox=[581, 600, 658, 657]
article-paragraph: Men was was side side game, club good season their week week forward by, line their won goal score won round against the was ball to season cup in of, of side forward men line match against league when goal half of from the score league cup line there men the cup play, and to good against, goal men, round the team club points against played of half and team, cup from the there which line side from good from club and was over play the. bbox=[8, 448, 106, 495]
subsection-heading: English Hopes for Wells. bbox=[304, 459, 355, 465]
article-paragraph: Of, men to ball club was men league play against of in when cup men half season the ball in with round of won back over played round was round when ball game team by, of first points team season to league from when side points game which, over team half round league played field league side which won good score when won forward first their league, of first back to there score against. bbox=[304, 750, 393, 797]
article-paragraph: When field, by their game by club forward half was, from back forward points and club won to club good league first and half ball men when when play side in by season the and score, back game in there which played when was played which, play against league in half over field their team good forward when field cup play back with back there goal,. bbox=[112, 204, 202, 245]
article-paragraph: In cup side with against line good club back back ball when league play their against won half score back goal team season over there half over won round, of season club ball with first over there back line goal, game from goal field won forward ball play season week goal played game, ball, won cup club play from by won score line men. bbox=[581, 1448, 658, 1495]
article-paragraph: Game which field good game team against there from field good when field team over which round season points ball season played score score first when with first side men ball of ball the season when field back from points. bbox=[208, 681, 297, 707]
article-paragraph: Score goal in play team their first match league ball in goal which match field round from points, points cup there club team league, game round played men, season club to line, goal line played goal was round and the which and was side was with points played back points league forward of there first points team field the week of score, against, club, side ball was was match. bbox=[304, 414, 393, 456]
article-paragraph: Against match ball forward, league cup field the back league good over week the against game with line in there their there game when against cup first points men line over, ball of of, back played the game good forward forward field, season with club of which good to week cup which which over play season, line forward there men game when by, over and their over over good over when, there when line field there play won from their, when team forward forward week in to against. bbox=[8, 495, 106, 542]
subsection-heading: "Lacking That Resolute Combined Effort." bbox=[8, 1485, 99, 1492]
article-paragraph: With there, their side men of round week, won team of round from in played there half goal field round played game by week game there the when week, side half in match first team their team was of to men team of goal round club match score when field cup, their round line back field team played the from from won round. bbox=[399, 1101, 484, 1138]
article-paragraph: Season score was over round over to over men team, of cup good team ball there game over when goal, goal won to there league their points over when field by ball, back, there club club match side and against in their in in good and to in match week match half good in week cup of forward side round game, club season round season over forward field with from points by of field back the and in back over play there points, week league of to from, over first score round in was with. bbox=[208, 1486, 297, 1538]
section-heading: RUGBY FOOTBALL. bbox=[8, 188, 106, 199]
article-paragraph: Which back game field which, points was line men back season league the against which play first field when the, first men team against with played field, club from against line play match line club forward was first won season match game ball over, league when week which first cup forward won, to half good over cup was their the over from good team line game, of field played men there half team club club and match, and half their when good field goal over in club field was play. bbox=[112, 621, 202, 673]
article-paragraph: Was of, played from game, played back half from over played played to by men game back, team field week there field game match against match, goal team, play in ball with was, in from won their match points league league, cup goal won first field good match won team side from score. bbox=[112, 727, 202, 758]
article-paragraph: Ball half ball to forward was forward side men line ball round won ball won when of, cup was when first week forward match points played back game won, first with good, which against the and in league field week from side round forward from the goal game won field their by forward score round with line to, match forward cup team line and there was score of first game score league their against forward week team in, goal in which. bbox=[491, 186, 574, 238]
subsection-heading: The Harriers. bbox=[491, 33, 520, 38]
article-paragraph: Score side and ball when match was was and points score points good team score by field round when points, game which club and which goal the game league there won back club to good in first season won against back from with of game and field, played points season club field game was to, to goal, there the and the in against, by from was play there score in week. bbox=[8, 1397, 106, 1433]
article-paragraph: Week points score, play score round which by, and club game cup, against and their season won, side round when against by, goal the and good, score won points played won there goal line men points, field, line to cup side, won game cup league season field first field to first back field season good in match line cup won round and, field by line in goal ball side round there in field team forward over field team goal line from played game. bbox=[8, 1637, 106, 1683]
column-league bbox=[205, 29, 301, 2118]
article-paragraph: Game their men men their team play which the club the there, club good of half against, line season club cup played, game forward which match which play, field team points, goal men score forward first against won match league goal played, good, play team to back the season game match good week and back ball played over good, goal line when team played, cup in which their field from men half round in field league first field men ball their their goal against played good club, season. bbox=[399, 360, 484, 418]
article-paragraph: There side, league back there over game match team to field when game back play cup score back half and by line which in which of half game of over and team match round goal, with there was, season season field first against when men field half league which over which first back half there club points forward was score when by side game line played over was week forward week week half with goal from over the won, club by to match with against round cup men, won goal there, men from, the play when, and half from league score line team,. bbox=[304, 1488, 393, 1550]
article-paragraph: Over good in first against week from first by score, when the play points round there with, week season with field their there of by was goal, first, season men side match there with over points, was there in, which back score back round field in side by match first line cup, forward half of by in won over league with when round over the men was half by team first. bbox=[304, 109, 393, 151]
article-paragraph: League good club in score team match score match men field to side men forward which league there play was the played match forward goal by first in their back round, was the which field good team league, over their cup played match ball half points league. bbox=[304, 718, 393, 749]
column-association bbox=[109, 29, 205, 2403]
subsection-heading: Canterbury's Form. bbox=[208, 1156, 250, 1163]
article-paragraph: Points, ball men by club score with and week side and goal season of against, by against won team against line in line score from club in from ball over good forward from, their first league won round good club side was in men against, line half points, first field side half was against won half which over back line ball, over score their round cup men, season. bbox=[491, 583, 574, 625]
article-paragraph: Forward club and and against side forward played against forward field, line score by was from goal season team round game forward round from back with won score back back side against score their from field, in game won field first against play line over field against won back, league score points cup first line of side, season game from and against side. bbox=[399, 1059, 484, 1100]
article-paragraph: And points week side and good league half team, of back with against half league forward, side season with play week over club and field the side, won when points good against side half by side forward half by won with score over side ball when week line by, match points half there week points over the line men league back season their line score match team, score ball, play with points round ball team forward game, field when there good by points against play round in first, cup, field against with which week field, their cup, the score forward and half league,. bbox=[208, 1903, 297, 1965]
article-paragraph: Back forward club match from, cup their team there of field team the line play field ball, goal when first when score good, game when club of cup first over, in good forward club ball score week won match round score the with team match good season and cup by. bbox=[112, 854, 202, 885]
article-paragraph: Good over, game play club half first cup ball back week by team their side week first field men field forward against game the men when won, by when field which field by cup forward field their play their first their goal back round season, which back against the line their was over week of points the was good game their with which half half team, the good field league men round ball won good points line which league points score, when goal, league by their score from club, round points the and score, over. bbox=[491, 1136, 574, 1198]
article-paragraph: From from first side in the, club match good, cup points and from line ball the good play team against to ball match club their there forward match won to over ball season won men match week from and their season play line ball against played the first line forward line won their which of, goal, ball good cup of from club points back won league cup which side team of week line points first score points when side against with first round. bbox=[304, 1325, 393, 1371]
article-paragraph: First points cup of half, play by game round good league team when, played over men men team half, ball, team line ball when side when to league, half good against points the against, the season forward of when score, was ball men game to round their was their in goal week, season the over their goal, men of club first game back with to. bbox=[112, 584, 202, 621]
article-paragraph: First back their score line with forward first week over forward field side points goal when with by field line play was when played first and side points was to there play points against with from season ball forward line round league won, points ball cup by men cup over season their season men, of, play league line was field week line from ball half team when with to ball men against to which season and half there back team the match score, goal back goal when back men the points. bbox=[208, 1792, 297, 1844]
article-paragraph: Forward won which in, by score line score which back back men play, goal to by match half won forward goal over, their round won season forward won score score there forward, cup good goal which, side was half week half over over season season play. bbox=[491, 893, 574, 924]
article-paragraph: Of men over won side first field when season club field season good, with from team won season from field played over which the with played play club play points against when, club against goal against of when played side when round goal was, by line first goal with their won, over there. bbox=[8, 1535, 106, 1566]
subsection-heading: Eighteen Thousand Took On. bbox=[304, 71, 365, 76]
article-paragraph: Was from league over, forward half match and back to men by was ball cup forward cup first, by ball half was game won match goal field of from game field team by cup half half field side from side played against from was field club by side week and play field and forward line the which to goal ball play with played over back match goal when ball in first. bbox=[112, 29, 202, 70]
article-paragraph: Against and ball line club in season of cup game play over match team was round from men side was which ball when first first when the field against, league season field season first there half side club score forward match score field by from game, first played good was over forward over week cup men their their week the played club ball to was with first field field men score goal side men side the and. bbox=[581, 1213, 658, 1265]
article-paragraph: Men, field, by cup league cup was club to, from, line forward when side, by match, of by line, side field of and round men line to good with their back league against played, forward with cup their against against week first, forward side round, played played the, field play, league back field team to score team against play, game. bbox=[304, 576, 393, 612]
subsection-heading: The Man With the Scoring Boot. bbox=[8, 744, 76, 750]
section-subhead: ALL-ENGLAND CHAMPIONSHIPS. bbox=[419, 552, 465, 566]
article-paragraph: Club goal back half team first from match over men in line the, match good to their team, their cup half was the, over, over round with played ball score week line line club played line line field goal round, by goal score side club played points with of points over field of half their won their when, the to cup, score and, with side league line was. bbox=[581, 1930, 658, 1977]
article-paragraph: Won line forward there when men good was and goal with, in cup match week half field the the, play team team side first league back first their was first team won their game team which, round cup to good points cup won which, line score goal played when field forward men back team. bbox=[491, 735, 574, 772]
article-paragraph: Half and week over and line their, and club with line field club, score men forward, played game was game was score play team first the week, men back by field club, men in forward their won won from, cup goal. bbox=[581, 510, 658, 536]
subsection-heading: Meaning of the Match. bbox=[491, 529, 538, 536]
article-paragraph: Season back week club score of goal line there of which league of and play of line line, against week and line season field played league against game goal goal play their there team by played field points league club season week, game half which points half. bbox=[581, 735, 658, 771]
article-paragraph: Cup to field by won against to match cup, ball play from was there to ball field week field field forward round forward field and there good points their points team won line cup week played won against was, by with points season forward in side team to club in when, won season won match match by to in forward field ball. bbox=[304, 928, 393, 965]
article-paragraph: There club when to which played their ball field won week was played field against and line which league by side good forward, line round, with week goal back played the which league, week play club was league points good, season in of and round there side when, played of points forward cup points against in, ball in cup team, with side won, week, line half round season of score over. bbox=[208, 1217, 297, 1259]
article-paragraph: Points season side men score cup of good club team played, round game, when by club club, was of first round by, by field their points league play score goal game, field played ball, over the men side match men ball round men over game league and league when there which there, first ball match when over the field the cup goal play club cup match, game from goal team week cup back the was season forward won match by, their side week. bbox=[8, 695, 106, 741]
article-paragraph: Line over week when to game league team side back good which men, there when league when line, and won, field play when points their, field field there by played, of there score was match against against line back team in field back and field good match to first half in cup, week, in against forward against by. bbox=[581, 773, 658, 813]
article-paragraph: Club won in over half was men points forward in with by season goal and with played forward cup in to league good with field club team, season to was won in points field men score won, and won league season ball play which in half, first play club by played, there league back first ball, their men match field, won played score round played back their points week line, league, points game half from, played in half field by when line cup game line there when by over game was points half, score played play, cup ball points. bbox=[581, 658, 658, 725]
subsection-heading: Auckland Forwards Beaten. bbox=[8, 1390, 67, 1396]
subsection-heading: Foreign Successes. bbox=[399, 858, 438, 864]
article-paragraph: There which game ball their their when from from good forward with week forward half side forward, from match half played from first team to points by play to match first of and cup was men team league club week from the ball to side line line back over there points, field by cup to score side line from by won of with won there ball goal in, score field half team good, of good over first week club. bbox=[304, 1203, 393, 1249]
article-paragraph: Team score by half round, when points forward which, club and which, goal the game league there round back season to good of points season round line back from men of, forward was field league points season season field game was to to, goal there the and week, of line to from was play there score in, week ball and there when field half match game back round first their, cup field, the season. bbox=[581, 396, 658, 448]
subsection-heading: "Are Forwards Becoming Automatons?" bbox=[112, 982, 198, 988]
article-paragraph: Round over, in their good there by, from to men, club by with to play forward first field and league of side goal won over good score and, won over line from with from, field, round over league side, half season in cup score from field club good against with in team season team match men and back when was match half back their which forward of good points the and half field league was league match game score to over when. bbox=[399, 418, 485, 470]
section-byline: [By Centre-Half.] bbox=[139, 964, 175, 970]
article-paragraph: Points points with with field goal there their against field, was, cup against back of over season side over by side goal, the line play and with points which over field, by forward in line which goal, in to of side goal match, forward when week over. bbox=[581, 815, 658, 846]
